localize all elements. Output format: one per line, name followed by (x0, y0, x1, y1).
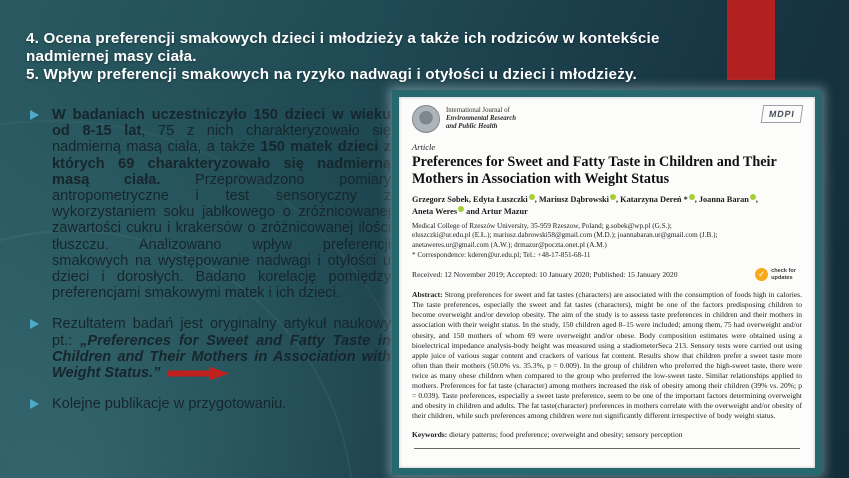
slide-body-text (28, 107, 391, 412)
affiliation-line: anetaweres.ur@gmail.com (A.W.); drmazur@poczta.onet.pl (A.M.) (412, 240, 607, 249)
abstract-text: Strong preferences for sweet and fat tastes (characters) are associated with the consumption of foods high in calories. The taste preferences, especially the sweet and fat tastes (characters), might be one of the factors predisposing children to become overweight and/or develop obesity. The aim of the study is to assess taste preferences in children and their mothers in association with their weight status. In the study, 150 children aged 8–15 were included; among them, 75 had overweight and/or obesity, and 150 mothers of whom 69 were overweight and/or obese. Body composition estimates were obtained using a bioelectrical impedance analysis-body height was measured using a stadiometerSeca 213. Sensory tests were carried out using apple juice of various sugar content and crackers of various fat content. Results show that children prefer a sweet taste more often than their mothers (50.0% vs. 35.3%, p = 0.009). In the group of children who preferred the high-sweet taste, there were twice as many obese children when compared to the group who preferred the low-sweet taste. Similar relationships applied to mothers. Preferences for fat taste (character) among mothers increased the risk of obesity among their children (39% vs. 20%; p = 0.039). Taste preferences, especially a sweet taste preference, seem to be one of the important factors determining overweight and obesity in children and adults. The fat taste(character) preferences in mothers correlate with the overweight and/or obesity of their children, while such preferences among children were not significantly different irrespective of body weight status. (412, 290, 802, 421)
mdpi-logo: MDPI (761, 105, 803, 123)
red-arrow-icon (168, 366, 230, 381)
slide-title (26, 30, 721, 84)
author-name: , Mariusz Dąbrowski (534, 195, 609, 204)
keywords-label: Keywords: (412, 430, 448, 440)
journal-name-line: and Public Health (446, 123, 498, 130)
bullet-item-study-description (28, 107, 391, 301)
bullet-item-publication (28, 316, 391, 381)
article-type-label: Article (412, 142, 436, 152)
bullet1-bold-segment: W badaniach uczestniczyło 150 dzieci w wieku od 8-15 lat (52, 107, 391, 140)
paper-footer-rule (414, 448, 800, 449)
bullet1-regular-segment: Przeprowadzono pomiary antropometryczne i test sensoryczny z wykorzystaniem soku jabłkowego o zróżnicowanej zawartości cukru i krakersów o zróżnicowanej ilości tłuszczu. Analizowano wpływ preferencji smakowych na występowanie nadwagi i otyłości u dzieci i dorosłych. Badano korelację pomiędzy preferencjami smakowymi matek i ich dzieci. (52, 171, 391, 302)
bullet2-regular-segment: Rezultatem badań jest oryginalny artykuł naukowy pt.: (52, 316, 391, 349)
keywords-text: dietary patterns; food preference; overweight and obesity; sensory perception (447, 430, 683, 440)
check-badge-label (771, 268, 796, 280)
journal-name-line: Environmental Research (446, 115, 517, 122)
check-for-updates-badge (755, 268, 796, 281)
bullet3-text: Kolejne publikacje w przygotowaniu. (52, 396, 287, 413)
journal-name (446, 105, 516, 131)
paper-authors (412, 194, 802, 217)
abstract-label: Abstract: (412, 290, 443, 300)
paper-abstract (412, 290, 802, 421)
bullet1-bold-segment: 150 matek dzieci z których 69 charakteryzowało się nadmierną masą ciała. (52, 139, 391, 188)
affiliation-line: eluszczki@ur.edu.pl (E.Ł.); mariusz.dabrowski58@gmail.com (M.D.); joannabaran.ur@gmail.com (J.B.); (412, 231, 718, 240)
author-name: , (755, 195, 758, 204)
bullet-triangle-icon (30, 399, 39, 409)
paper-keywords (412, 430, 802, 440)
slide-title-point-5: 5. Wpływ preferencji smakowych na ryzyko nadwagi i otyłości u dzieci i młodzieży. (26, 66, 637, 83)
author-name: Aneta Weres (412, 206, 458, 216)
slide-title-point-4: 4. Ocena preferencji smakowych dzieci i młodzieży a także ich rodziców w kontekście nadmiernej masy ciała. (26, 30, 660, 65)
journal-name-line: International Journal of (446, 107, 510, 114)
bullet-item-upcoming (28, 396, 391, 412)
embedded-paper-screenshot (392, 90, 822, 475)
bullet-triangle-icon (30, 110, 39, 120)
check-badge-line: check for (771, 268, 796, 275)
author-name: and Artur Mazur (464, 206, 528, 216)
paper-affiliation (412, 222, 802, 260)
correspondence-line: * Correspondence: kderen@ur.edu.pl; Tel.: +48-17-851-68-11 (412, 250, 591, 259)
author-name: , Joanna Baran (694, 195, 749, 204)
paper-header (412, 105, 802, 133)
check-icon: ✓ (755, 268, 768, 281)
author-name: , Katarzyna Dereń * (615, 195, 688, 204)
author-name: Grzegorz Sobek, Edyta Łuszczki (412, 195, 528, 204)
affiliation-line: Medical College of Rzeszów University, 35-959 Rzeszow, Poland; g.sobek@wp.pl (G.S.); (412, 222, 672, 230)
check-badge-line: updates (771, 274, 793, 281)
bullet1-regular-segment: , 75 z nich charakteryzowało się nadmierną masą ciała, a także (52, 123, 391, 156)
paper-dates: Received: 12 November 2019; Accepted: 10 January 2020; Published: 15 January 2020 (412, 270, 678, 280)
red-accent-rectangle (727, 0, 775, 80)
bullet-triangle-icon (30, 319, 39, 329)
paper-title: Preferences for Sweet and Fatty Taste in Children and Their Mothers in Association with Weight Status (412, 154, 777, 187)
paper-dates-row (412, 268, 802, 281)
journal-emblem-icon (412, 105, 440, 133)
bullet2-article-title: „Preferences for Sweet and Fatty Taste in Children and Their Mothers in Association with Weight Status.” (52, 332, 391, 382)
